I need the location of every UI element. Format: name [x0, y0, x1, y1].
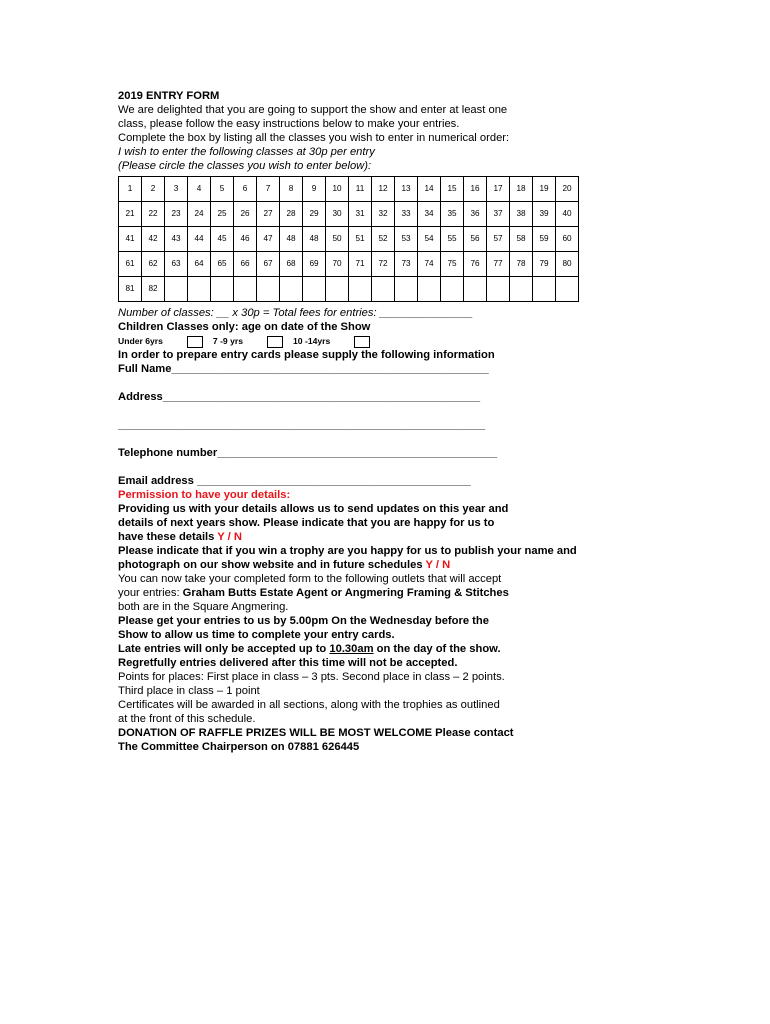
age-options [118, 334, 658, 348]
class-cell[interactable]: 33 [395, 202, 418, 227]
class-cell[interactable]: 55 [441, 227, 464, 252]
class-grid-row [119, 202, 579, 227]
class-cell[interactable]: 46 [234, 227, 257, 252]
age-checkbox-7-9[interactable] [267, 336, 283, 348]
permission-line-1: Providing us with your details allows us to send updates on this year and [118, 503, 509, 515]
points-line-4: at the front of this schedule. [118, 713, 256, 725]
outlets-line-3: both are in the Square Angmering. [118, 601, 289, 613]
class-cell[interactable]: 23 [165, 202, 188, 227]
class-cell[interactable]: 66 [234, 252, 257, 277]
class-cell[interactable]: 65 [211, 252, 234, 277]
telephone-field[interactable]: Telephone number_____________________________________________ [118, 447, 498, 459]
class-cell[interactable]: 58 [510, 227, 533, 252]
class-grid-row [119, 177, 579, 202]
class-cell[interactable] [487, 277, 510, 302]
trophy-yes-no[interactable]: Y / N [425, 559, 451, 571]
class-cell[interactable] [234, 277, 257, 302]
class-cell[interactable]: 56 [464, 227, 487, 252]
class-cell[interactable] [510, 277, 533, 302]
class-cell[interactable] [349, 277, 372, 302]
class-cell[interactable]: 26 [234, 202, 257, 227]
italic-line-2: (Please circle the classes you wish to enter below): [118, 160, 372, 172]
form-title: 2019 ENTRY FORM [118, 90, 220, 102]
class-cell[interactable] [280, 277, 303, 302]
class-cell[interactable]: 54 [418, 227, 441, 252]
outlets-names: Graham Butts Estate Agent or Angmering Framing & Stitches [182, 587, 509, 599]
address-field[interactable]: Address___________________________________________________ [118, 391, 481, 403]
points-line-3: Certificates will be awarded in all sections, along with the trophies as outlined [118, 699, 500, 711]
permission-text-3: have these details [118, 531, 215, 543]
class-cell[interactable]: 67 [257, 252, 280, 277]
class-cell[interactable] [533, 277, 556, 302]
email-field[interactable]: Email address ____________________________________________ [118, 475, 471, 487]
class-cell[interactable]: 47 [257, 227, 280, 252]
trophy-line-1: Please indicate that if you win a trophy are you happy for us to publish your name and [118, 545, 577, 557]
address-field-2[interactable]: ___________________________________________________________ [118, 419, 486, 431]
class-cell[interactable]: 70 [326, 252, 349, 277]
class-cell[interactable]: 61 [119, 252, 142, 277]
class-cell[interactable]: 82 [142, 277, 165, 302]
class-cell[interactable]: 68 [280, 252, 303, 277]
class-cell[interactable]: 29 [303, 202, 326, 227]
class-cell[interactable] [464, 277, 487, 302]
class-cell[interactable]: 75 [441, 252, 464, 277]
class-cell[interactable]: 57 [487, 227, 510, 252]
class-cell[interactable]: 72 [372, 252, 395, 277]
class-cell[interactable]: 6 [234, 177, 257, 202]
class-cell[interactable]: 8 [280, 177, 303, 202]
class-cell[interactable]: 80 [556, 252, 579, 277]
class-cell[interactable]: 42 [142, 227, 165, 252]
class-cell[interactable]: 9 [303, 177, 326, 202]
class-cell[interactable]: 38 [510, 202, 533, 227]
class-grid-row [119, 227, 579, 252]
class-cell[interactable]: 53 [395, 227, 418, 252]
class-cell[interactable] [441, 277, 464, 302]
class-cell[interactable]: 69 [303, 252, 326, 277]
consent-yes-no[interactable]: Y / N [217, 531, 242, 543]
class-cell[interactable]: 79 [533, 252, 556, 277]
class-cell[interactable] [257, 277, 280, 302]
trophy-line-2 [118, 558, 658, 572]
intro-line-2: class, please follow the easy instructions below to make your entries. [118, 118, 460, 130]
class-cell[interactable] [395, 277, 418, 302]
deadline-text-3c: on the day of the show. [373, 643, 501, 655]
entry-form [118, 89, 658, 754]
age-label-under-6: Under 6yrs [118, 336, 163, 346]
class-cell[interactable] [165, 277, 188, 302]
age-checkbox-under-6[interactable] [187, 336, 203, 348]
class-cell[interactable]: 28 [280, 202, 303, 227]
class-cell[interactable]: 44 [188, 227, 211, 252]
class-cell[interactable]: 81 [119, 277, 142, 302]
class-cell[interactable]: 30 [326, 202, 349, 227]
class-grid [118, 176, 579, 302]
class-cell[interactable]: 7 [257, 177, 280, 202]
class-cell[interactable] [326, 277, 349, 302]
outlets-line-1: You can now take your completed form to the following outlets that will accept [118, 573, 502, 585]
class-cell[interactable] [372, 277, 395, 302]
class-cell[interactable]: 4 [188, 177, 211, 202]
class-cell[interactable]: 24 [188, 202, 211, 227]
class-cell[interactable]: 71 [349, 252, 372, 277]
class-cell[interactable]: 48 [303, 227, 326, 252]
italic-line-1: I wish to enter the following classes at 30p per entry [118, 146, 375, 158]
class-cell[interactable]: 32 [372, 202, 395, 227]
info-heading: In order to prepare entry cards please supply the following information [118, 349, 495, 361]
class-cell[interactable]: 17 [487, 177, 510, 202]
deadline-line-2: Show to allow us time to complete your entry cards. [118, 629, 395, 641]
class-grid-row [119, 252, 579, 277]
class-cell[interactable]: 76 [464, 252, 487, 277]
class-cell[interactable]: 19 [533, 177, 556, 202]
class-cell[interactable] [188, 277, 211, 302]
class-grid-row [119, 277, 579, 302]
trophy-text-2: photograph on our show website and in future schedules [118, 559, 423, 571]
class-cell[interactable]: 39 [533, 202, 556, 227]
permission-line-2: details of next years show. Please indicate that you are happy for us to [118, 517, 495, 529]
donation-line-2: The Committee Chairperson on 07881 626445 [118, 741, 360, 753]
class-cell[interactable]: 31 [349, 202, 372, 227]
class-cell[interactable]: 11 [349, 177, 372, 202]
class-cell[interactable]: 41 [119, 227, 142, 252]
deadline-line-4: Regretfully entries delivered after this time will not be accepted. [118, 657, 458, 669]
class-cell[interactable]: 40 [556, 202, 579, 227]
class-cell[interactable]: 22 [142, 202, 165, 227]
class-cell[interactable]: 12 [372, 177, 395, 202]
points-line-1: Points for places: First place in class – 3 pts. Second place in class – 2 points. [118, 671, 505, 683]
class-cell[interactable]: 36 [464, 202, 487, 227]
age-label-7-9: 7 -9 yrs [212, 336, 244, 346]
class-cell[interactable] [556, 277, 579, 302]
class-cell[interactable]: 45 [211, 227, 234, 252]
class-cell[interactable]: 74 [418, 252, 441, 277]
full-name-field[interactable]: Full Name___________________________________________________ [118, 363, 489, 375]
class-cell[interactable]: 10 [326, 177, 349, 202]
class-cell[interactable]: 3 [165, 177, 188, 202]
intro-line-3: Complete the box by listing all the classes you wish to enter in numerical order: [118, 132, 510, 144]
class-cell[interactable]: 34 [418, 202, 441, 227]
donation-line-1: DONATION OF RAFFLE PRIZES WILL BE MOST WELCOME Please contact [118, 727, 514, 739]
class-cell[interactable]: 77 [487, 252, 510, 277]
class-cell[interactable]: 13 [395, 177, 418, 202]
class-cell[interactable]: 16 [464, 177, 487, 202]
class-cell[interactable]: 64 [188, 252, 211, 277]
permission-line-3 [118, 530, 658, 544]
children-heading: Children Classes only: age on date of the Show [118, 321, 371, 333]
class-cell[interactable]: 78 [510, 252, 533, 277]
deadline-text-3a: Late entries will only be accepted up to [118, 643, 330, 655]
intro-line-1: We are delighted that you are going to support the show and enter at least one [118, 104, 508, 116]
class-cell[interactable]: 25 [211, 202, 234, 227]
class-cell[interactable]: 15 [441, 177, 464, 202]
class-cell[interactable]: 63 [165, 252, 188, 277]
class-cell[interactable]: 14 [418, 177, 441, 202]
fees-line: Number of classes: __ x 30p = Total fees for entries: _______________ [118, 307, 474, 319]
class-cell[interactable] [303, 277, 326, 302]
class-cell[interactable]: 60 [556, 227, 579, 252]
age-checkbox-10-14[interactable] [354, 336, 370, 348]
outlets-line-2 [118, 586, 658, 600]
class-cell[interactable] [418, 277, 441, 302]
class-cell[interactable]: 59 [533, 227, 556, 252]
class-cell[interactable]: 20 [556, 177, 579, 202]
class-cell[interactable]: 62 [142, 252, 165, 277]
class-cell[interactable]: 5 [211, 177, 234, 202]
class-cell[interactable]: 37 [487, 202, 510, 227]
class-cell[interactable] [211, 277, 234, 302]
age-label-10-14: 10 -14yrs [293, 336, 331, 346]
deadline-line-3 [118, 642, 658, 656]
deadline-time: 10.30am [329, 643, 374, 655]
class-cell[interactable]: 50 [326, 227, 349, 252]
points-line-2: Third place in class – 1 point [118, 685, 260, 697]
permission-heading: Permission to have your details: [118, 489, 291, 501]
class-cell[interactable]: 27 [257, 202, 280, 227]
class-cell[interactable]: 43 [165, 227, 188, 252]
class-cell[interactable]: 73 [395, 252, 418, 277]
class-cell[interactable]: 21 [119, 202, 142, 227]
class-cell[interactable]: 51 [349, 227, 372, 252]
class-cell[interactable]: 2 [142, 177, 165, 202]
outlets-text-2: your entries: [118, 587, 183, 599]
class-cell[interactable]: 1 [119, 177, 142, 202]
class-cell[interactable]: 18 [510, 177, 533, 202]
class-cell[interactable]: 35 [441, 202, 464, 227]
class-cell[interactable]: 48 [280, 227, 303, 252]
deadline-line-1: Please get your entries to us by 5.00pm On the Wednesday before the [118, 615, 489, 627]
class-cell[interactable]: 52 [372, 227, 395, 252]
